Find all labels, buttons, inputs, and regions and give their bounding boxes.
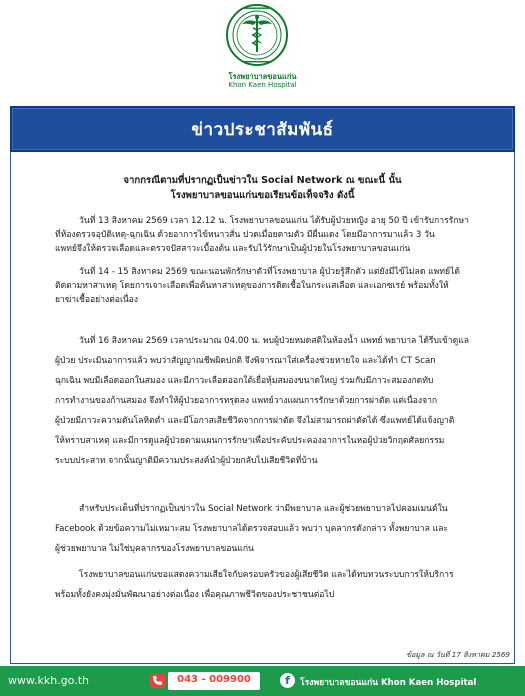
paragraph-condolence	[55, 565, 475, 605]
paragraph-line: ระบบประสาท จากนั้นญาติมีความประสงค์นำผู้ป่วยกลับไปเสียชีวิตที่บ้าน	[55, 456, 318, 466]
paragraph-line: พร้อมทั้งยังคงมุ่งมั่นพัฒนาอย่างต่อเนื่อง เพื่อคุณภาพชีวิตของประชาชนต่อไป	[55, 590, 335, 600]
hospital-name-english: Khon Kaen Hospital	[228, 81, 297, 89]
paragraph-line: วันที่ 16 สิงหาคม 2569 เวลาประมาณ 04.00 น. พบผู้ป่วยหมดสติในห้องน้ำ แพทย์ พยาบาล ได้รีบเข้าดูแล	[79, 336, 470, 346]
paragraph-line: ยาฆ่าเชื้ออย่างต่อเนื่อง	[55, 295, 139, 305]
paragraph-aug-14-15	[55, 265, 475, 307]
ministry-of-public-health-seal-icon	[226, 4, 288, 66]
paragraph-aug-13	[55, 214, 475, 256]
hospital-name-thai: โรงพยาบาลขอนแก่น	[228, 72, 297, 81]
paragraph-aug-16	[55, 331, 475, 471]
paragraph-line: ติดตามหาสาเหตุ โดยการเจาะเลือดเพื่อค้นหาสาเหตุของการติดเชื้อในกระแสเลือด และเอกซเรย์ พร้อมทั้งให้	[55, 281, 449, 291]
footer-bar	[0, 666, 525, 696]
facebook-page-link[interactable]: โรงพยาบาลขอนแก่น Khon Kaen Hospital	[300, 678, 477, 688]
facebook-icon: f	[280, 673, 295, 688]
paragraph-line: สำหรับประเด็นที่ปรากฏเป็นข่าวใน Social Network ว่ามีพยาบาล และผู้ช่วยพยาบาลไปคอมเมนต์ใน	[79, 504, 448, 514]
website-link[interactable]: www.kkh.go.th	[8, 674, 89, 687]
paragraph-line: แพทย์จึงให้ตรวจเลือดและตรวจปัสสาวะเบื้องต้น และรับไว้รักษาเป็นผู้ป่วยในโรงพยาบาลขอนแก่น	[55, 244, 411, 254]
paragraph-line: ผู้ช่วยพยาบาล ไม่ใช่บุคลากรของโรงพยาบาลขอนแก่น	[55, 544, 254, 554]
phone-number-box[interactable]	[168, 672, 260, 690]
paragraph-line: โรงพยาบาลขอนแก่นขอแสดงความเสียใจกับครอบครัวของผู้เสียชีวิต และได้ทบทวนระบบการให้บริการ	[79, 570, 454, 580]
paragraph-line: ผู้ป่วย ประเมินอาการแล้ว พบว่าสัญญาณชีพผิดปกติ จึงพิจารณาใส่เครื่องช่วยหายใจ และได้ทำ CT Scan	[55, 356, 436, 366]
paragraph-line: ให้ทราบสาเหตุ และมีการดูแลผู้ป่วยตามแผนการรักษาเพื่อประคับประคองอาการในหอผู้ป่วยวิกฤตศัลยกรรม	[55, 436, 445, 446]
phone-icon	[150, 673, 165, 688]
paragraph-line: ฉุกเฉิน พบมีเลือดออกในสมอง และมีภาวะเลือดออกใต้เยื่อหุ้มสมองขนาดใหญ่ ร่วมกับมีภาวะสมองกดทับ	[55, 376, 434, 386]
heading-line-1: จากกรณีตามที่ปรากฏเป็นข่าวใน Social Network ณ ขณะนี้ นั้น	[123, 175, 402, 186]
source-date-note: ข้อมูล ณ วันที่ 17 สิงหาคม 2569	[406, 650, 510, 659]
banner-title: ข่าวประชาสัมพันธ์	[191, 119, 334, 140]
paragraph-line: Facebook ด้วยข้อความไม่เหมาะสม โรงพยาบาลได้ตรวจสอบแล้ว พบว่า บุคลากรดังกล่าว ทั้งพยาบาล และ	[55, 524, 449, 534]
paragraph-line: ที่ห้องตรวจอุบัติเหตุ-ฉุกเฉิน ด้วยอาการไข้หนาวสั่น ปวดเมื่อยตามตัว มีผื่นแดง โดยมีอาการมาแล้ว 3 วัน	[55, 230, 435, 240]
heading-line-2: โรงพยาบาลขอนแก่นขอเรียนข้อเท็จจริง ดังนี้	[170, 190, 355, 201]
title-banner	[10, 106, 515, 152]
paragraph-line: ผู้ป่วยมีภาวะความดันโลหิตต่ำ และมีโอกาสเสียชีวิตจากการผ่าตัด จึงไม่สามารถผ่าตัดได้ ซึ่งแพทย์ได้แจ้งญาติ	[55, 416, 455, 426]
paragraph-line: วันที่ 13 สิงหาคม 2569 เวลา 12.12 น. โรงพยาบาลขอนแก่น ได้รับผู้ป่วยหญิง อายุ 50 ปี เข้ารับการรักษา	[79, 216, 469, 226]
paragraph-line: การทำงานของก้านสมอง จึงทำให้ผู้ป่วยอาการทรุดลง แพทย์วางแผนการรักษาด้วยการผ่าตัด แต่เนื่องจาก	[55, 396, 438, 406]
paragraph-line: วันที่ 14 - 15 สิงหาคม 2569 ขณะนอนพักรักษาตัวที่โรงพยาบาล ผู้ป่วยรู้สึกตัว แต่ยังมีไข้ไม่ลด แพทย์ได้	[79, 267, 460, 277]
paragraph-social-network	[55, 499, 475, 559]
phone-number: 043 - 009900	[177, 674, 251, 685]
